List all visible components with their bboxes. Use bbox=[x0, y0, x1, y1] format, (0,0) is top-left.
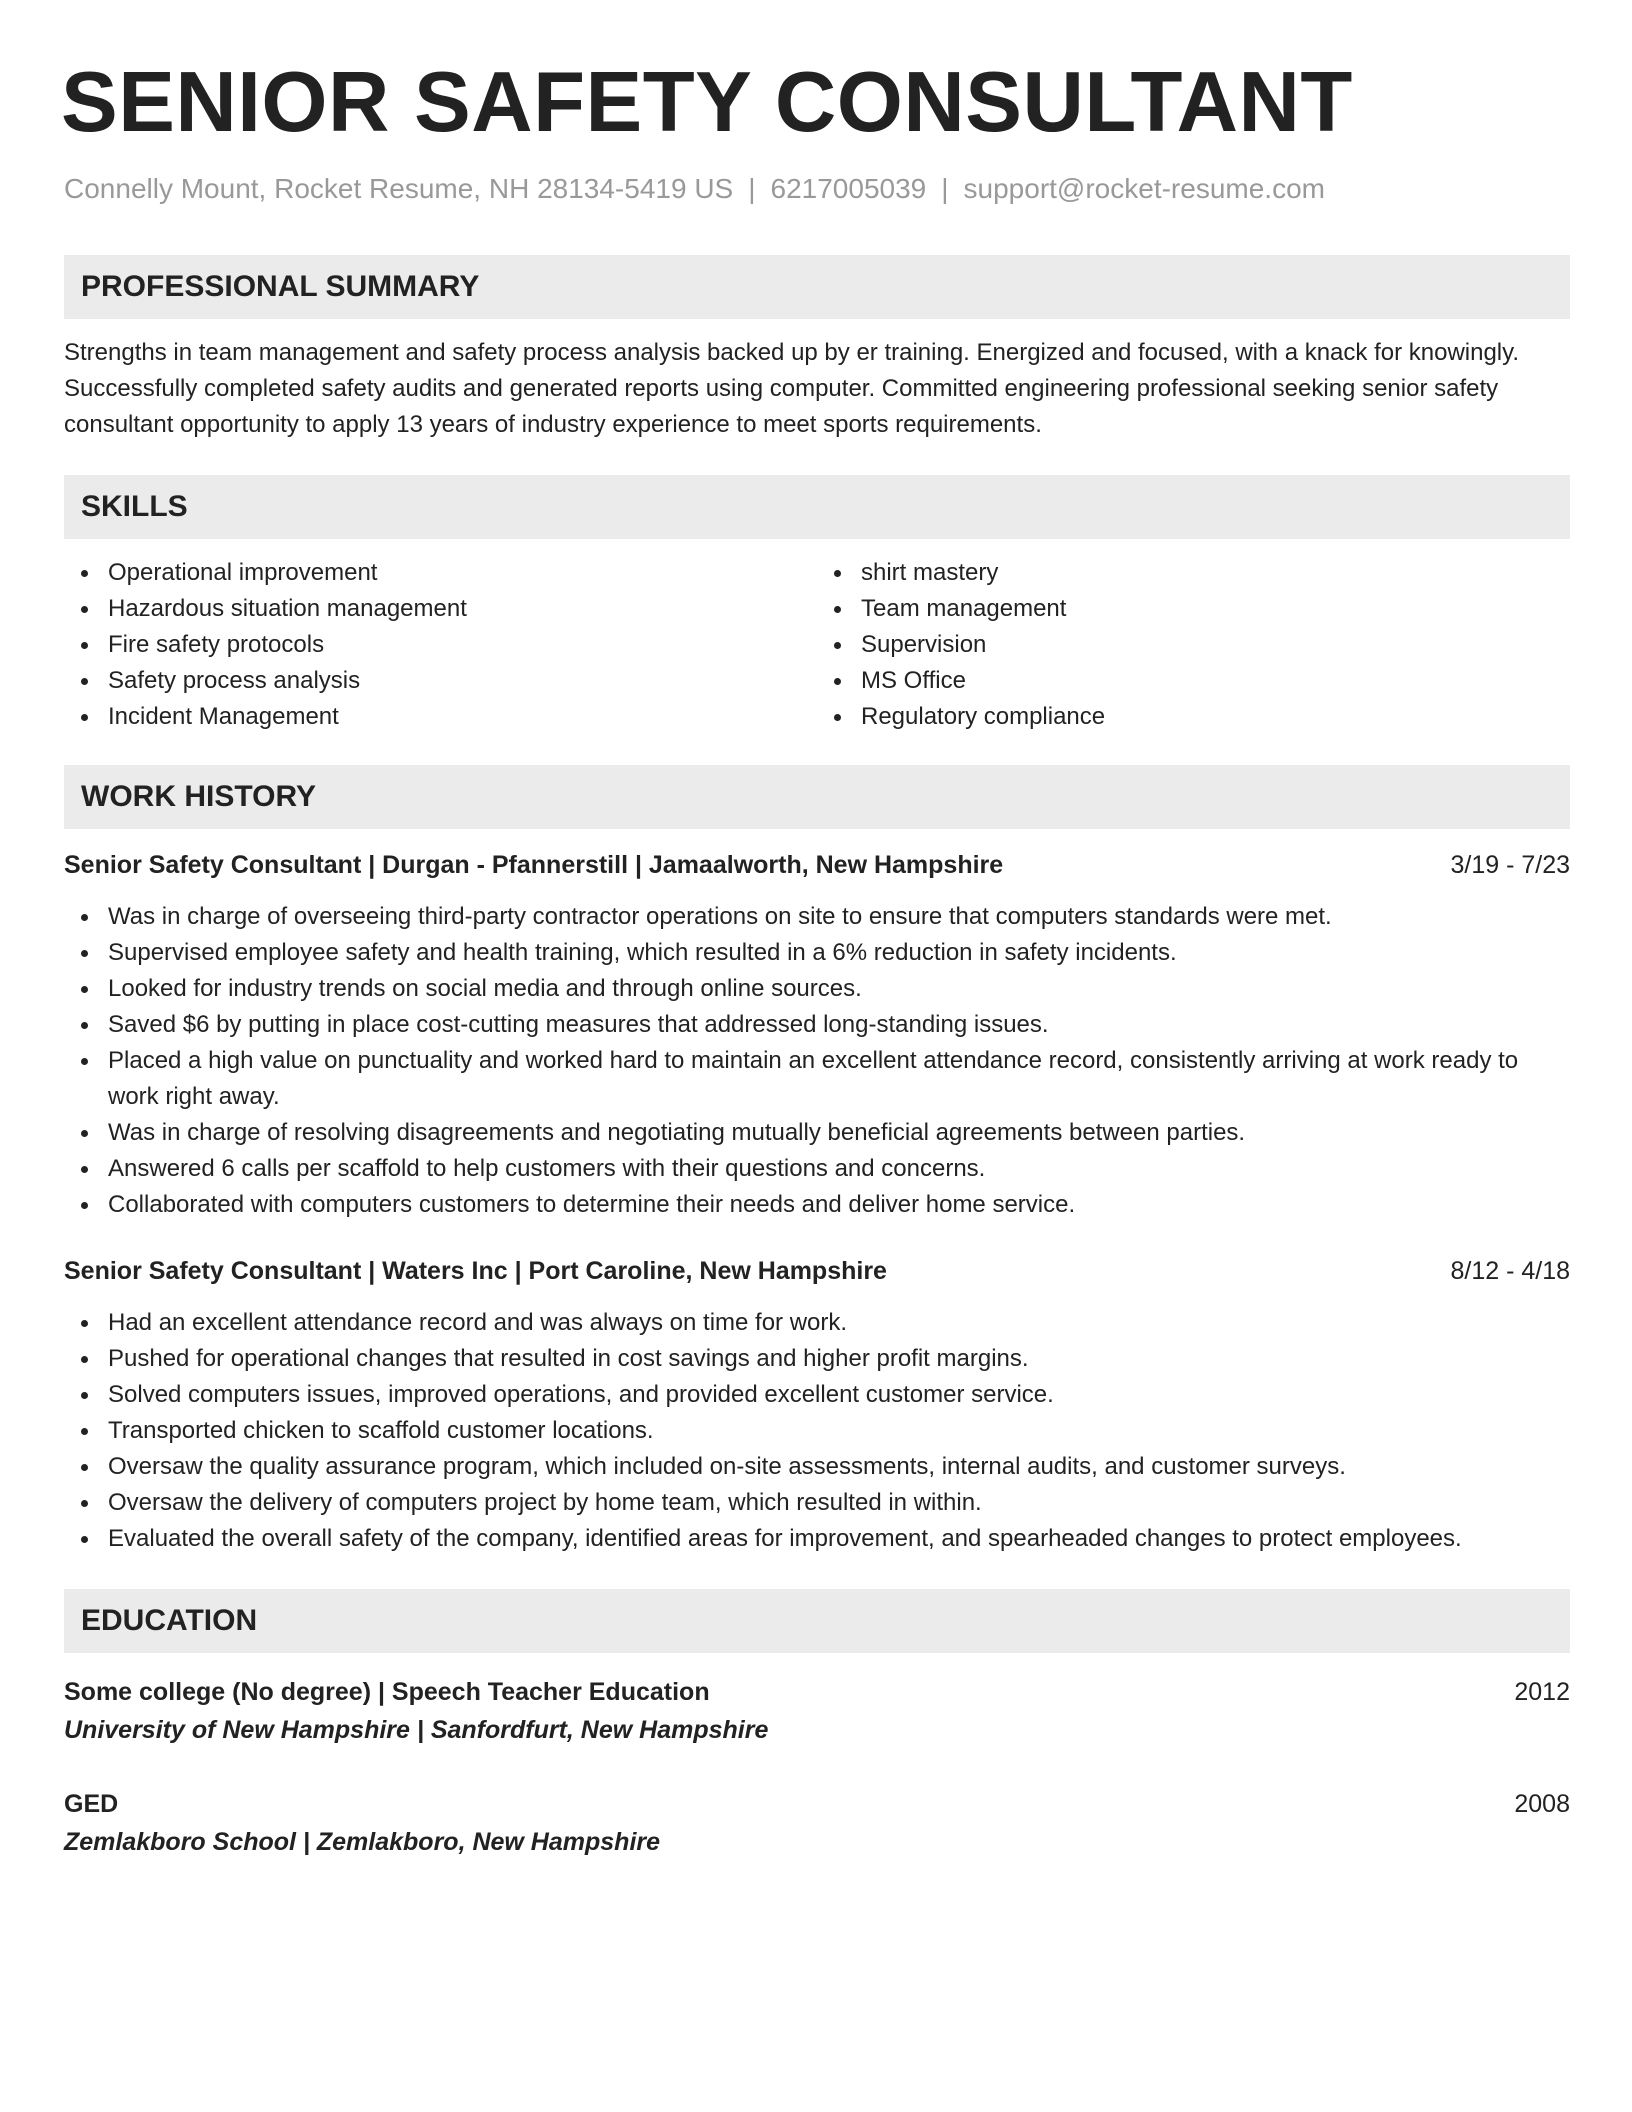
education-school: Zemlakboro School | Zemlakboro, New Hampshire bbox=[64, 1828, 661, 1856]
skills-column-left bbox=[64, 555, 817, 735]
resume-page bbox=[61, 54, 1570, 1861]
skill-item: Team management bbox=[861, 591, 1570, 627]
job-bullet: Placed a high value on punctuality and worked hard to maintain an excellent attendance record, consistently arriving at work ready to work right away. bbox=[108, 1043, 1570, 1115]
job-header bbox=[64, 1253, 1570, 1289]
job-bullet: Had an excellent attendance record and was always on time for work. bbox=[108, 1305, 1570, 1341]
job-bullet: Oversaw the delivery of computers project by home team, which resulted in within. bbox=[108, 1485, 1570, 1521]
job-header bbox=[64, 847, 1570, 883]
education-degree: GED bbox=[64, 1790, 119, 1818]
contact-separator: | bbox=[941, 173, 949, 204]
job-bullet: Was in charge of resolving disagreements and negotiating mutually beneficial agreements between parties. bbox=[108, 1115, 1570, 1151]
job-bullet: Pushed for operational changes that resulted in cost savings and higher profit margins. bbox=[108, 1341, 1570, 1377]
job-bullet: Was in charge of overseeing third-party contractor operations on site to ensure that computers standards were met. bbox=[108, 899, 1570, 935]
skill-item: Hazardous situation management bbox=[108, 591, 817, 627]
summary-heading: PROFESSIONAL SUMMARY bbox=[64, 255, 1570, 319]
education-entry bbox=[64, 1673, 1570, 1749]
job-entry bbox=[64, 1253, 1570, 1557]
job-bullets bbox=[64, 1305, 1570, 1557]
contact-address: Connelly Mount, Rocket Resume, NH 28134-5419 US bbox=[64, 173, 734, 204]
job-bullet: Answered 6 calls per scaffold to help customers with their questions and concerns. bbox=[108, 1151, 1570, 1187]
education-heading: EDUCATION bbox=[64, 1589, 1570, 1653]
education-header bbox=[64, 1673, 1570, 1711]
contact-email[interactable]: support@rocket-resume.com bbox=[963, 173, 1325, 204]
resume-title: SENIOR SAFETY CONSULTANT bbox=[61, 55, 1353, 150]
education-year: 2008 bbox=[1514, 1790, 1570, 1818]
summary-text: Strengths in team management and safety process analysis backed up by er training. Energized and focused, with a knack for knowingly. Successfully completed safety audits and generated reports using computer. Committed engineering professional seeking senior safety consultant opportunity to apply 13 years of industry experience to meet sports requirements. bbox=[64, 339, 1520, 438]
job-bullet: Oversaw the quality assurance program, which included on-site assessments, internal audits, and customer surveys. bbox=[108, 1449, 1570, 1485]
job-bullet: Solved computers issues, improved operations, and provided excellent customer service. bbox=[108, 1377, 1570, 1413]
job-bullet: Collaborated with computers customers to determine their needs and deliver home service. bbox=[108, 1187, 1570, 1223]
job-bullet: Transported chicken to scaffold customer locations. bbox=[108, 1413, 1570, 1449]
contact-separator: | bbox=[748, 173, 756, 204]
education-school: University of New Hampshire | Sanfordfurt, New Hampshire bbox=[64, 1716, 769, 1744]
job-bullet: Evaluated the overall safety of the company, identified areas for improvement, and spearheaded changes to protect employees. bbox=[108, 1521, 1570, 1557]
skill-item: Regulatory compliance bbox=[861, 699, 1570, 735]
skill-item: Safety process analysis bbox=[108, 663, 817, 699]
job-bullets bbox=[64, 899, 1570, 1223]
job-dates: 3/19 - 7/23 bbox=[1450, 851, 1570, 879]
job-bullet: Looked for industry trends on social media and through online sources. bbox=[108, 971, 1570, 1007]
contact-phone: 6217005039 bbox=[770, 173, 927, 204]
skills-list bbox=[64, 555, 1570, 735]
contact-line bbox=[64, 173, 1570, 205]
job-title: Senior Safety Consultant | Waters Inc | Port Caroline, New Hampshire bbox=[64, 1257, 887, 1285]
education-entry bbox=[64, 1785, 1570, 1861]
skill-item: Supervision bbox=[861, 627, 1570, 663]
job-dates: 8/12 - 4/18 bbox=[1450, 1257, 1570, 1285]
education-year: 2012 bbox=[1514, 1678, 1570, 1706]
job-bullet: Saved $6 by putting in place cost-cutting measures that addressed long-standing issues. bbox=[108, 1007, 1570, 1043]
skill-item: Operational improvement bbox=[108, 555, 817, 591]
skill-item: shirt mastery bbox=[861, 555, 1570, 591]
skill-item: Fire safety protocols bbox=[108, 627, 817, 663]
education-header bbox=[64, 1785, 1570, 1823]
education-degree: Some college (No degree) | Speech Teacher Education bbox=[64, 1678, 710, 1706]
job-entry bbox=[64, 847, 1570, 1223]
job-title: Senior Safety Consultant | Durgan - Pfannerstill | Jamaalworth, New Hampshire bbox=[64, 851, 1004, 879]
work-history-heading: WORK HISTORY bbox=[64, 765, 1570, 829]
job-bullet: Supervised employee safety and health training, which resulted in a 6% reduction in safety incidents. bbox=[108, 935, 1570, 971]
skills-heading: SKILLS bbox=[64, 475, 1570, 539]
skills-column-right bbox=[817, 555, 1570, 735]
skill-item: MS Office bbox=[861, 663, 1570, 699]
skill-item: Incident Management bbox=[108, 699, 817, 735]
